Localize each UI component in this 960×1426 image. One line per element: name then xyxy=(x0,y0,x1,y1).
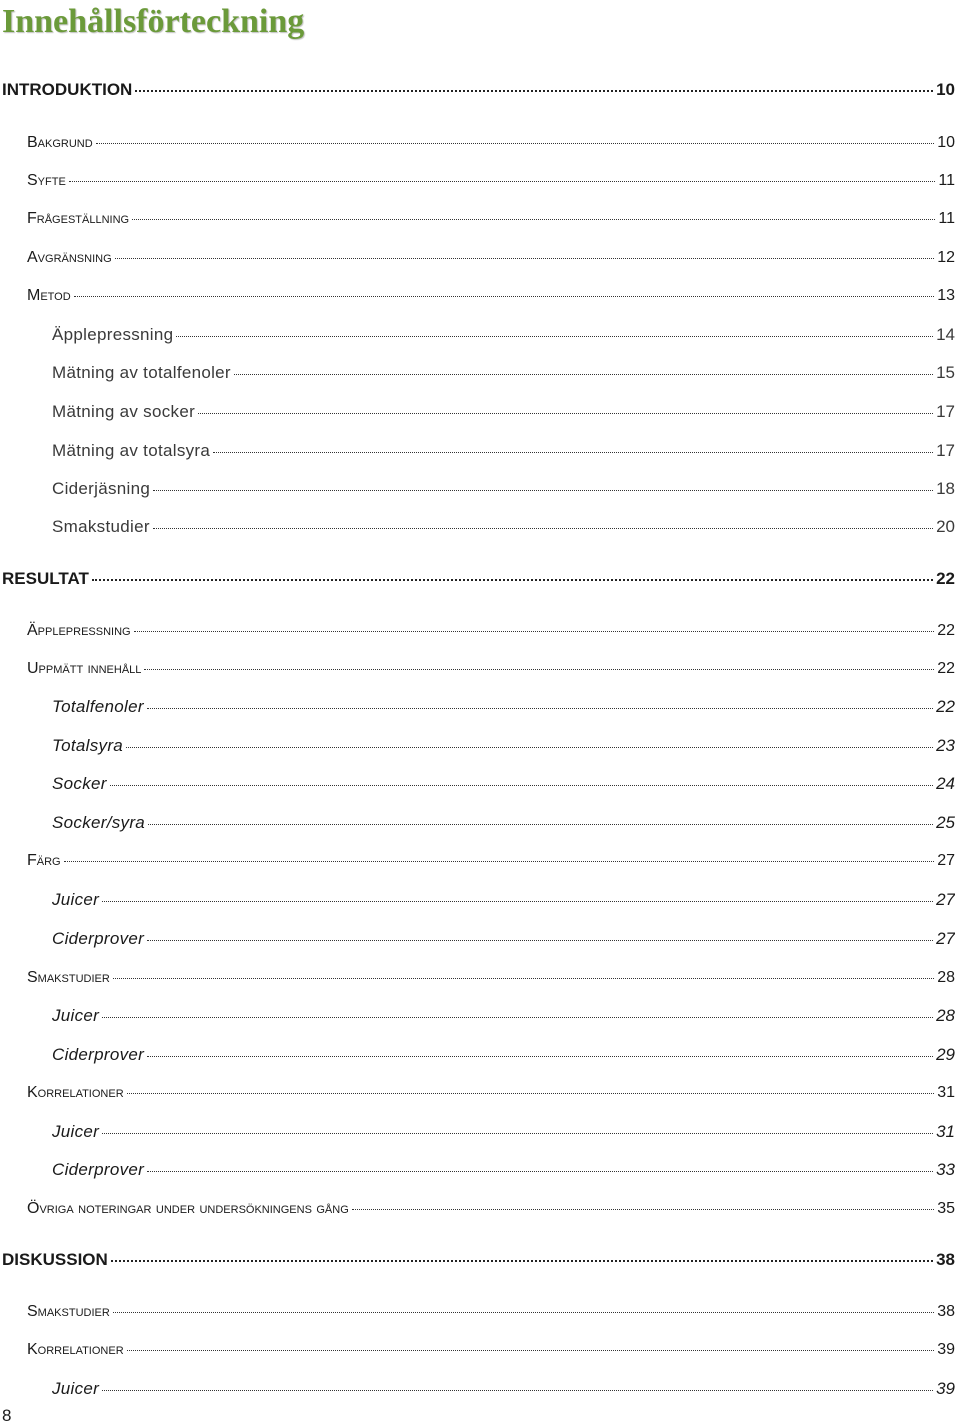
toc-entry-label: Metod xyxy=(27,287,71,304)
toc-entry-page: 31 xyxy=(936,1122,955,1141)
dot-leader xyxy=(134,629,935,632)
toc-entry-page: 31 xyxy=(937,1084,955,1101)
toc-entry-label: DISKUSSION xyxy=(2,1250,108,1269)
dot-leader xyxy=(102,1015,933,1018)
toc-entry-page: 28 xyxy=(937,969,955,986)
toc-entry-juicer-korr[interactable] xyxy=(52,1122,955,1142)
dot-leader xyxy=(147,1054,933,1057)
toc-entry-page: 29 xyxy=(936,1045,955,1064)
toc-entry-label: RESULTAT xyxy=(2,569,89,588)
toc-entry-totalsyra[interactable] xyxy=(52,736,955,756)
toc-entry-ciderprover-smak[interactable] xyxy=(52,1045,955,1065)
toc-entry-label: Mätning av socker xyxy=(52,402,196,421)
toc-entry-ovriga-noteringar[interactable] xyxy=(27,1199,955,1219)
toc-entry-applepressning[interactable] xyxy=(52,325,955,345)
dot-leader xyxy=(111,1258,933,1262)
toc-entry-label: Äpplepressning xyxy=(52,325,174,344)
dot-leader xyxy=(127,1091,935,1094)
toc-entry-avgransning[interactable] xyxy=(27,248,955,268)
toc-entry-page: 13 xyxy=(937,287,955,304)
page-number: 8 xyxy=(2,1406,12,1425)
toc-entry-label: Avgränsning xyxy=(27,249,112,266)
toc-entry-page: 20 xyxy=(936,517,955,536)
dot-leader xyxy=(102,899,933,902)
dot-leader xyxy=(92,577,933,581)
toc-entry-page: 28 xyxy=(936,1006,955,1025)
toc-entry-page: 22 xyxy=(936,569,955,588)
toc-entry-label: Mätning av totalsyra xyxy=(52,441,211,460)
toc-entry-label: Ciderprover xyxy=(52,1160,145,1179)
toc-entry-label: Juicer xyxy=(52,1379,100,1398)
toc-entry-page: 22 xyxy=(936,697,955,716)
dot-leader xyxy=(110,783,933,786)
toc-entry-page: 17 xyxy=(936,402,955,421)
dot-leader xyxy=(147,1169,933,1172)
dot-leader xyxy=(113,1310,934,1313)
dot-leader xyxy=(144,667,934,670)
toc-entry-page: 35 xyxy=(937,1200,955,1217)
toc-entry-juicer-diskussion[interactable] xyxy=(52,1379,955,1399)
toc-entry-label: Juicer xyxy=(52,1006,100,1025)
dot-leader xyxy=(176,334,933,337)
toc-entry-label: Smakstudier xyxy=(52,517,150,536)
toc-entry-page: 25 xyxy=(936,813,955,832)
toc-entry-bakgrund[interactable] xyxy=(27,133,955,153)
toc-entry-label: Bakgrund xyxy=(27,134,93,151)
toc-entry-korrelationer-diskussion[interactable] xyxy=(27,1340,955,1360)
dot-leader xyxy=(113,976,934,979)
dot-leader xyxy=(147,938,933,941)
dot-leader xyxy=(96,141,935,144)
toc-entry-korrelationer-resultat[interactable] xyxy=(27,1083,955,1103)
toc-entry-page: 18 xyxy=(936,479,955,498)
toc-entry-page: 27 xyxy=(936,890,955,909)
toc-entry-label: Övriga noteringar under undersökningens gång xyxy=(27,1200,349,1217)
page-title: Innehållsförteckning xyxy=(2,3,305,40)
dot-leader xyxy=(102,1388,933,1391)
toc-entry-page: 33 xyxy=(936,1160,955,1179)
toc-entry-label: Uppmätt innehåll xyxy=(27,660,142,677)
dot-leader xyxy=(153,488,933,491)
toc-entry-label: Frågeställning xyxy=(27,210,130,227)
dot-leader xyxy=(69,179,936,182)
toc-entry-label: Korrelationer xyxy=(27,1084,124,1101)
toc-entry-page: 24 xyxy=(936,774,955,793)
dot-leader xyxy=(234,372,933,375)
toc-entry-page: 39 xyxy=(937,1341,955,1358)
toc-entry-label: Ciderjäsning xyxy=(52,479,151,498)
toc-entry-label: Korrelationer xyxy=(27,1341,124,1358)
toc-entry-label: Syfte xyxy=(27,172,66,189)
toc-entry-page: 39 xyxy=(936,1379,955,1398)
toc-entry-diskussion[interactable] xyxy=(2,1250,955,1270)
toc-entry-label: Smakstudier xyxy=(27,1303,110,1320)
toc-entry-ciderjasning[interactable] xyxy=(52,479,955,499)
dot-leader xyxy=(126,745,933,748)
dot-leader xyxy=(147,706,933,709)
toc-entry-matning-totalfenoler[interactable] xyxy=(52,363,955,383)
dot-leader xyxy=(74,294,935,297)
toc-entry-page: 10 xyxy=(937,134,955,151)
toc-entry-label: Ciderprover xyxy=(52,929,145,948)
toc-entry-label: Färg xyxy=(27,852,61,869)
toc-entry-matning-totalsyra[interactable] xyxy=(52,441,955,461)
toc-entry-matning-socker[interactable] xyxy=(52,402,955,422)
dot-leader xyxy=(64,859,935,862)
toc-entry-label: Ciderprover xyxy=(52,1045,145,1064)
toc-entry-label: Äpplepressning xyxy=(27,622,131,639)
toc-entry-page: 11 xyxy=(938,210,955,227)
toc-entry-applepressning-resultat[interactable] xyxy=(27,621,955,641)
toc-entry-page: 12 xyxy=(937,249,955,266)
toc-entry-introduktion[interactable] xyxy=(2,80,955,100)
toc-entry-page: 14 xyxy=(936,325,955,344)
toc-entry-label: Totalfenoler xyxy=(52,697,144,716)
dot-leader xyxy=(352,1207,934,1210)
dot-leader xyxy=(127,1348,935,1351)
toc-entry-page: 38 xyxy=(936,1250,955,1269)
toc-entry-socker-syra[interactable] xyxy=(52,813,955,833)
dot-leader xyxy=(153,526,933,529)
toc-entry-label: Socker/syra xyxy=(52,813,146,832)
toc-entry-page: 27 xyxy=(936,929,955,948)
toc-entry-label: Totalsyra xyxy=(52,736,124,755)
toc-entry-page: 22 xyxy=(937,622,955,639)
dot-leader xyxy=(198,411,933,414)
toc-entry-page: 38 xyxy=(937,1303,955,1320)
toc-entry-page: 10 xyxy=(936,80,955,99)
toc-entry-ciderprover-korr[interactable] xyxy=(52,1160,955,1180)
toc-entry-syfte[interactable] xyxy=(27,171,955,191)
toc-entry-label: Smakstudier xyxy=(27,969,110,986)
toc-entry-socker[interactable] xyxy=(52,774,955,794)
toc-entry-smakstudier-metod[interactable] xyxy=(52,517,955,537)
toc-entry-page: 17 xyxy=(936,441,955,460)
dot-leader xyxy=(213,450,933,453)
toc-entry-page: 11 xyxy=(938,172,955,189)
dot-leader xyxy=(132,217,935,220)
toc-entry-juicer-farg[interactable] xyxy=(52,890,955,910)
toc-entry-resultat[interactable] xyxy=(2,569,955,589)
dot-leader xyxy=(148,822,933,825)
toc-entry-juicer-smak[interactable] xyxy=(52,1006,955,1026)
toc-entry-smakstudier-diskussion[interactable] xyxy=(27,1302,955,1322)
toc-entry-label: Juicer xyxy=(52,1122,100,1141)
toc-entry-label: INTRODUKTION xyxy=(2,80,133,99)
toc-entry-label: Socker xyxy=(52,774,107,793)
toc-entry-totalfenoler[interactable] xyxy=(52,697,955,717)
toc-entry-page: 27 xyxy=(937,852,955,869)
toc-entry-page: 23 xyxy=(936,736,955,755)
toc-entry-smakstudier-resultat[interactable] xyxy=(27,968,955,988)
toc-entry-label: Juicer xyxy=(52,890,100,909)
dot-leader xyxy=(115,256,935,259)
toc-entry-page: 15 xyxy=(936,363,955,382)
toc-entry-page: 22 xyxy=(937,660,955,677)
toc-entry-uppmatt-innehall[interactable] xyxy=(27,659,955,679)
dot-leader xyxy=(135,88,933,92)
toc-entry-farg[interactable] xyxy=(27,851,955,871)
toc-entry-label: Mätning av totalfenoler xyxy=(52,363,231,382)
toc-entry-fragestallning[interactable] xyxy=(27,209,955,229)
toc-entry-metod[interactable] xyxy=(27,286,955,306)
toc-entry-ciderprover-farg[interactable] xyxy=(52,929,955,949)
dot-leader xyxy=(102,1131,933,1134)
